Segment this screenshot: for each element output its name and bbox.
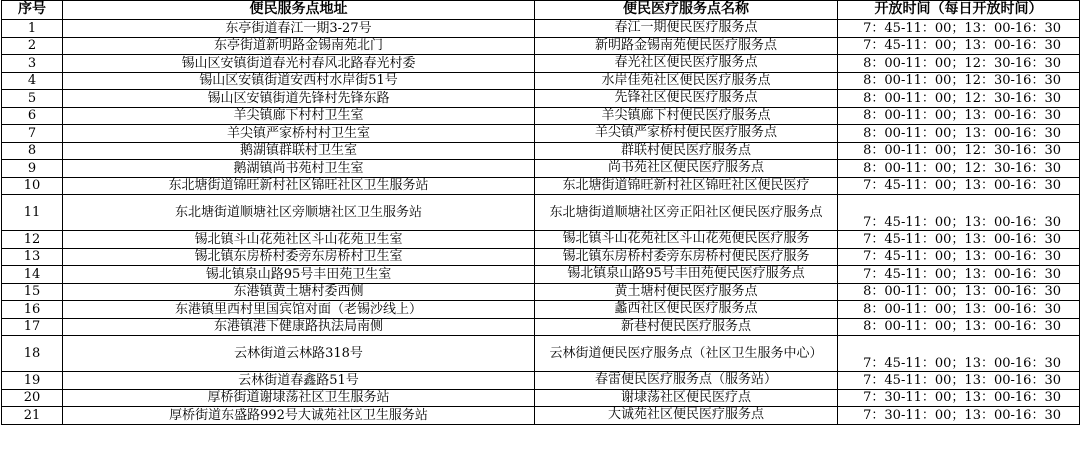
cell-service-name: 蠡西社区便民医疗服务点	[535, 301, 838, 319]
cell-address: 厚桥街道谢埭荡社区卫生服务站	[63, 389, 535, 407]
table-row	[2, 20, 1080, 38]
table-header-row	[2, 1, 1080, 20]
cell-index: 1	[2, 20, 63, 38]
cell-index: 16	[2, 301, 63, 319]
cell-service-name: 群联村便民医疗服务点	[535, 142, 838, 160]
cell-address: 云林街道春鑫路51号	[63, 372, 535, 390]
cell-opening-hours: 7：45-11：00；13：00-16：30	[838, 372, 1080, 390]
table-row	[2, 389, 1080, 407]
cell-service-name: 羊尖镇严家桥村便民医疗服务点	[535, 125, 838, 143]
cell-service-name: 东北塘街道顺塘社区旁正阳社区便民医疗服务点	[535, 195, 838, 231]
cell-index: 19	[2, 372, 63, 390]
cell-address: 鹅湖镇尚书苑村卫生室	[63, 160, 535, 178]
header-opening-hours: 开放时间（每日开放时间）	[838, 1, 1080, 20]
cell-opening-hours: 8：00-11：00；12：30-16：30	[838, 142, 1080, 160]
cell-address: 东港镇港下健康路执法局南侧	[63, 318, 535, 336]
cell-index: 6	[2, 107, 63, 125]
table-row	[2, 318, 1080, 336]
cell-service-name: 新明路金锡南苑便民医疗服务点	[535, 37, 838, 55]
cell-address: 锡山区安镇街道先锋村先锋东路	[63, 90, 535, 108]
cell-opening-hours: 7：45-11：00；13：00-16：30	[838, 266, 1080, 284]
cell-service-name: 尚书苑社区便民医疗服务点	[535, 160, 838, 178]
cell-service-name: 水岸佳苑社区便民医疗服务点	[535, 72, 838, 90]
cell-service-name: 大诚苑社区便民医疗服务点	[535, 407, 838, 425]
cell-opening-hours: 8：00-11：00；12：30-16：30	[838, 55, 1080, 73]
cell-index: 8	[2, 142, 63, 160]
service-points-table	[1, 0, 1080, 425]
cell-opening-hours: 8：00-11：00；13：00-16：30	[838, 301, 1080, 319]
cell-service-name: 黄土塘村便民医疗服务点	[535, 283, 838, 301]
cell-index: 17	[2, 318, 63, 336]
cell-address: 鹅湖镇群联村卫生室	[63, 142, 535, 160]
cell-opening-hours: 7：45-11：00；13：00-16：30	[838, 231, 1080, 249]
cell-address: 羊尖镇严家桥村村卫生室	[63, 125, 535, 143]
cell-address: 锡北镇斗山花苑社区斗山花苑卫生室	[63, 231, 535, 249]
table-body	[2, 20, 1080, 425]
cell-index: 21	[2, 407, 63, 425]
cell-address: 羊尖镇廊下村村卫生室	[63, 107, 535, 125]
cell-service-name: 云林街道便民医疗服务点（社区卫生服务中心）	[535, 336, 838, 372]
cell-index: 3	[2, 55, 63, 73]
table-row	[2, 72, 1080, 90]
cell-service-name: 春雷便民医疗服务点（服务站）	[535, 372, 838, 390]
header-index: 序号	[2, 1, 63, 20]
cell-service-name: 春光社区便民医疗服务点	[535, 55, 838, 73]
cell-opening-hours: 7：30-11：00；13：00-16：30	[838, 389, 1080, 407]
cell-address: 锡山区安镇街道安西村水岸街51号	[63, 72, 535, 90]
cell-service-name: 春江一期便民医疗服务点	[535, 20, 838, 38]
cell-service-name: 锡北镇泉山路95号丰田苑便民医疗服务点	[535, 266, 838, 284]
table-row	[2, 90, 1080, 108]
table-row	[2, 160, 1080, 178]
cell-address: 锡北镇泉山路95号丰田苑卫生室	[63, 266, 535, 284]
table-row	[2, 266, 1080, 284]
cell-address: 锡山区安镇街道春光村春风北路春光村委	[63, 55, 535, 73]
cell-index: 7	[2, 125, 63, 143]
table-row	[2, 407, 1080, 425]
cell-index: 15	[2, 283, 63, 301]
cell-address: 云林街道云林路318号	[63, 336, 535, 372]
cell-address: 东北塘街道锦旺新村社区锦旺社区卫生服务站	[63, 177, 535, 195]
cell-opening-hours: 7：30-11：00；13：00-16：30	[838, 407, 1080, 425]
cell-index: 11	[2, 195, 63, 231]
table-row	[2, 231, 1080, 249]
cell-opening-hours: 7：45-11：00；13：00-16：30	[838, 248, 1080, 266]
cell-opening-hours: 7：45-11：00；13：00-16：30	[838, 177, 1080, 195]
table-row	[2, 142, 1080, 160]
table-row	[2, 37, 1080, 55]
cell-index: 4	[2, 72, 63, 90]
table-row	[2, 177, 1080, 195]
cell-index: 18	[2, 336, 63, 372]
cell-address: 东亭街道春江一期3-27号	[63, 20, 535, 38]
cell-opening-hours: 7：45-11：00；13：00-16：30	[838, 195, 1080, 231]
cell-index: 5	[2, 90, 63, 108]
cell-index: 10	[2, 177, 63, 195]
cell-service-name: 新巷村便民医疗服务点	[535, 318, 838, 336]
header-service-name: 便民医疗服务点名称	[535, 1, 838, 20]
table-row	[2, 195, 1080, 231]
cell-opening-hours: 7：45-11：00；13：00-16：30	[838, 37, 1080, 55]
cell-service-name: 羊尖镇廊下村便民医疗服务点	[535, 107, 838, 125]
cell-index: 2	[2, 37, 63, 55]
cell-opening-hours: 8：00-11：00；12：30-16：30	[838, 72, 1080, 90]
table-row	[2, 55, 1080, 73]
cell-index: 9	[2, 160, 63, 178]
cell-opening-hours: 8：00-11：00；12：30-16：30	[838, 90, 1080, 108]
cell-service-name: 先锋社区便民医疗服务点	[535, 90, 838, 108]
cell-index: 13	[2, 248, 63, 266]
table-row	[2, 107, 1080, 125]
cell-opening-hours: 7：45-11：00；13：00-16：30	[838, 336, 1080, 372]
cell-address: 东港镇里西村里国宾馆对面（老锡沙线上）	[63, 301, 535, 319]
cell-address: 东北塘街道顺塘社区旁顺塘社区卫生服务站	[63, 195, 535, 231]
cell-address: 厚桥街道东盛路992号大诚苑社区卫生服务站	[63, 407, 535, 425]
table-row	[2, 125, 1080, 143]
cell-opening-hours: 8：00-11：00；13：00-16：30	[838, 107, 1080, 125]
header-address: 便民服务点地址	[63, 1, 535, 20]
cell-opening-hours: 8：00-11：00；13：00-16：30	[838, 318, 1080, 336]
cell-service-name: 锡北镇东房桥村委旁东房桥村便民医疗服务	[535, 248, 838, 266]
table-row	[2, 283, 1080, 301]
cell-service-name: 谢埭荡社区便民医疗点	[535, 389, 838, 407]
cell-address: 东港镇黄土塘村委西侧	[63, 283, 535, 301]
table-row	[2, 336, 1080, 372]
cell-opening-hours: 8：00-11：00；13：00-16：30	[838, 283, 1080, 301]
cell-opening-hours: 8：00-11：00；12：30-16：30	[838, 160, 1080, 178]
table-row	[2, 248, 1080, 266]
cell-address: 东亭街道新明路金锡南苑北门	[63, 37, 535, 55]
cell-service-name: 东北塘街道锦旺新村社区锦旺社区便民医疗	[535, 177, 838, 195]
cell-index: 14	[2, 266, 63, 284]
cell-opening-hours: 7：45-11：00；13：00-16：30	[838, 20, 1080, 38]
cell-index: 12	[2, 231, 63, 249]
cell-service-name: 锡北镇斗山花苑社区斗山花苑便民医疗服务	[535, 231, 838, 249]
table-row	[2, 372, 1080, 390]
table-row	[2, 301, 1080, 319]
cell-index: 20	[2, 389, 63, 407]
cell-address: 锡北镇东房桥村委旁东房桥村卫生室	[63, 248, 535, 266]
cell-opening-hours: 8：00-11：00；13：00-16：30	[838, 125, 1080, 143]
